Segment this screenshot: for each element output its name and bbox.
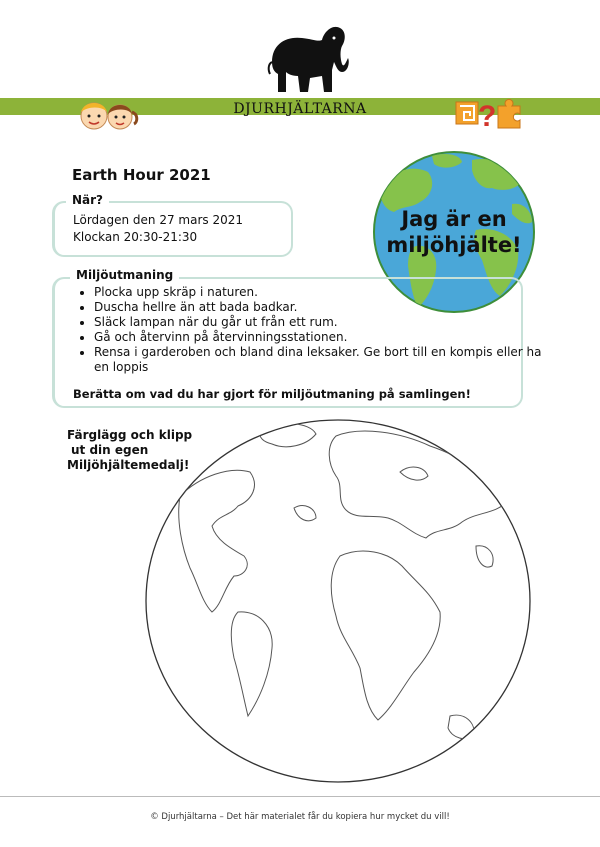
- list-item: • Släck lampan när du går ut från ett rum.: [94, 315, 544, 330]
- hero-line1: Jag är en: [401, 207, 507, 231]
- footer-divider: [0, 796, 600, 797]
- coloring-line2: ut din egen: [71, 443, 149, 457]
- puzzle-question-icon: [454, 96, 524, 132]
- event-title: Earth Hour 2021: [72, 166, 211, 184]
- list-item: • Duscha hellre än att bada badkar.: [94, 300, 544, 315]
- list-item: • Gå och återvinn på återvinningsstationen.: [94, 330, 544, 345]
- challenge-label: Miljöutmaning: [70, 268, 179, 282]
- challenge-list: [58, 285, 544, 375]
- kids-faces-icon: [76, 98, 140, 132]
- globe-outline-icon: [140, 416, 536, 786]
- brand-name: DJURHJÄLTARNA: [233, 101, 367, 117]
- svg-text:?: ?: [478, 100, 497, 132]
- coloring-line3: Miljöhjältemedalj!: [67, 458, 190, 472]
- hero-line2: miljöhjälte!: [386, 233, 522, 257]
- hero-badge-text: [372, 206, 536, 258]
- when-label: När?: [66, 193, 109, 207]
- coloring-line1: Färglägg och klipp: [67, 428, 193, 442]
- list-item: • Rensa i garderoben och bland dina leksaker. Ge bort till en kompis eller ha en loppis: [94, 345, 544, 375]
- event-date: Lördagen den 27 mars 2021: [73, 213, 244, 227]
- challenge-footer: Berätta om vad du har gjort för miljöutmaning på samlingen!: [73, 387, 471, 401]
- when-box: [52, 201, 293, 257]
- elephant-icon: [262, 18, 352, 98]
- copyright-footer: © Djurhjältarna – Det här materialet får du kopiera hur mycket du vill!: [150, 812, 450, 822]
- list-item: • Plocka upp skräp i naturen.: [94, 285, 544, 300]
- event-time: Klockan 20:30-21:30: [73, 230, 198, 244]
